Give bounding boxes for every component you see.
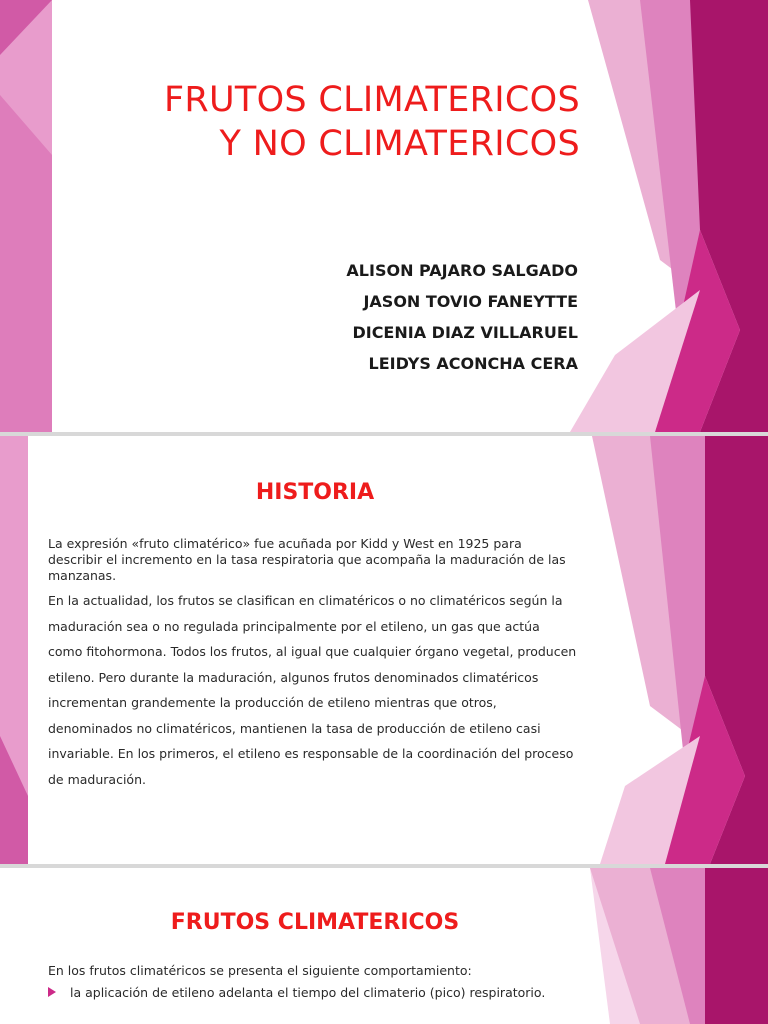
climateric-slide	[0, 868, 768, 1024]
list-item	[48, 984, 578, 1001]
deco-right-dark	[705, 868, 768, 1024]
title-line-2: Y NO CLIMATERICOS	[219, 124, 580, 164]
author-1: ALISON PAJARO SALGADO	[346, 261, 578, 280]
title-line-1: FRUTOS CLIMATERICOS	[163, 80, 580, 120]
intro-text: En los frutos climatéricos se presenta el siguiente comportamiento:	[48, 963, 472, 978]
climateric-text	[48, 962, 578, 1001]
bullet-arrow-icon	[48, 987, 56, 997]
section-heading: HISTORIA	[255, 480, 375, 505]
author-4: LEIDYS ACONCHA CERA	[368, 354, 578, 373]
section-heading: FRUTOS CLIMATERICOS	[170, 910, 460, 935]
bullet-text: la aplicación de etileno adelanta el tiempo del climaterio (pico) respiratorio.	[70, 985, 546, 1000]
author-2: JASON TOVIO FANEYTTE	[363, 292, 578, 311]
title-slide	[0, 0, 768, 432]
paragraph-1: La expresión «fruto climatérico» fue acuñada por Kidd y West en 1925 para describir el incremento en la tasa respiratoria que acompaña la maduración de las manzanas.	[48, 536, 566, 583]
history-text	[48, 536, 578, 792]
author-3: DICENIA DIAZ VILLARUEL	[352, 323, 578, 342]
page-title	[60, 78, 580, 166]
author-list	[346, 255, 578, 379]
history-slide	[0, 436, 768, 864]
paragraph-2: En la actualidad, los frutos se clasifican en climatéricos o no climatéricos según la maduración sea o no regulada principalmente por el etileno, un gas que actúa como fitohormona. Todos los frutos, al igual que cualquier órgano vegetal, producen etileno. Pero durante la maduración, algunos frutos denominados climatéricos incrementan grandemente la producción de etileno mientras que otros, denominados no climatéricos, mantienen la tasa de producción de etileno casi invariable. En los primeros, el etileno es responsable de la coordinación del proceso de maduración.	[48, 593, 577, 787]
